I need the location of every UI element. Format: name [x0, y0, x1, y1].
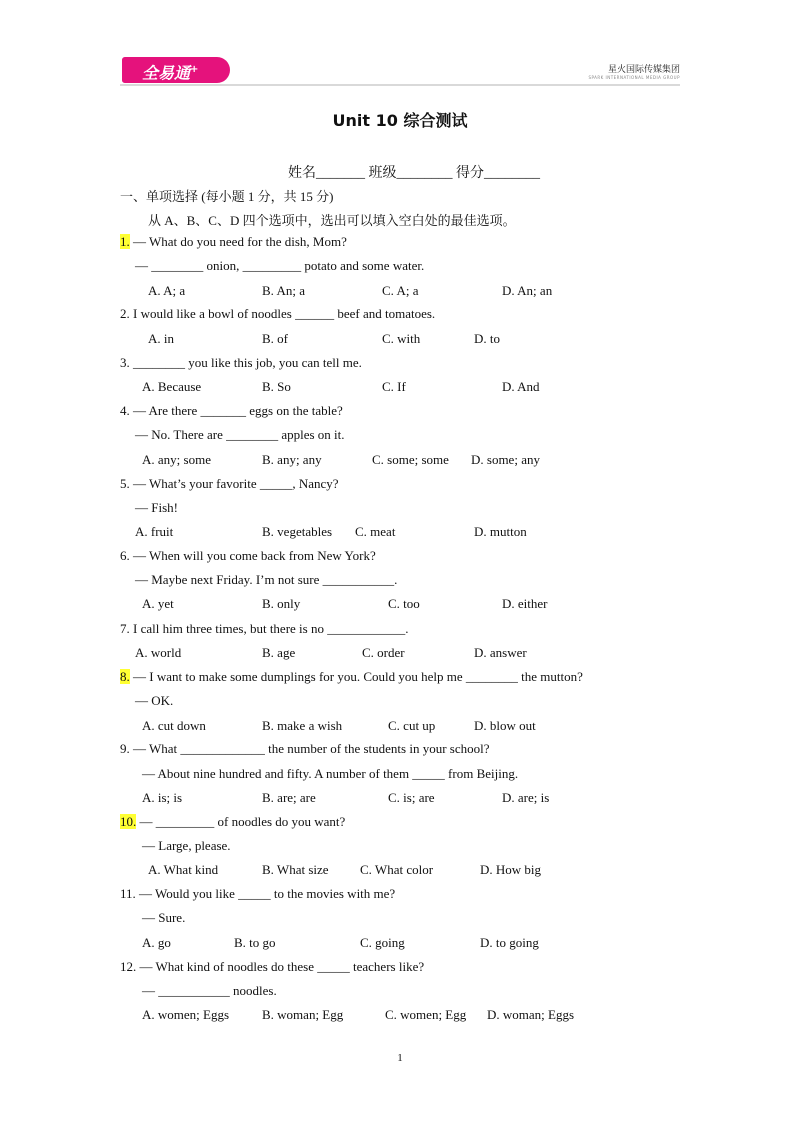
question-11: 11. — Would you like _____ to the movies with me?	[120, 886, 396, 901]
question-number: 6.	[120, 548, 130, 563]
question-8: 8. — I want to make some dumplings for you. Could you help me ________ the mutton?	[120, 669, 583, 684]
option-d: D. And	[502, 379, 540, 394]
option-c: C. is; are	[388, 790, 435, 805]
option-a: A. world	[135, 645, 182, 660]
option-b: B. An; a	[262, 283, 305, 298]
page-number: 1	[397, 1052, 403, 1064]
question-number: 2.	[120, 306, 130, 321]
option-d: D. woman; Eggs	[487, 1007, 575, 1022]
option-c: C. If	[382, 379, 406, 394]
question-6: 6. — When will you come back from New York?	[120, 548, 376, 563]
question-number: 10.	[120, 814, 137, 829]
option-c: C. A; a	[382, 283, 419, 298]
option-d: D. How big	[480, 862, 542, 877]
question-number: 1.	[120, 234, 130, 249]
option-c: C. What color	[360, 862, 434, 877]
page-title: Unit 10 综合测试	[332, 111, 468, 130]
option-d: D. mutton	[474, 524, 527, 539]
option-c: C. going	[360, 935, 405, 950]
option-a: A. cut down	[142, 718, 206, 733]
option-a: A. women; Eggs	[142, 1007, 230, 1022]
company-name: 星火国际传媒集团 SPARK INTERNATIONAL MEDIA GROUP	[588, 65, 680, 80]
option-d: D. either	[502, 596, 548, 611]
option-b: B. What size	[262, 862, 329, 877]
question-number: 12.	[120, 959, 137, 974]
option-a: A. yet	[142, 596, 174, 611]
question-10-line-2: — Large, please.	[142, 838, 231, 853]
question-1-line-2: — ________ onion, _________ potato and some water.	[135, 258, 425, 273]
option-c: C. women; Egg	[385, 1007, 467, 1022]
option-d: D. answer	[474, 645, 527, 660]
question-7: 7. I call him three times, but there is no ____________.	[120, 621, 409, 636]
option-c: C. order	[362, 645, 405, 660]
option-a: A. any; some	[142, 452, 211, 467]
question-4-line-2: — No. There are ________ apples on it.	[135, 427, 345, 442]
question-number: 3.	[120, 355, 130, 370]
option-c: C. with	[382, 331, 421, 346]
question-number: 5.	[120, 476, 130, 491]
section-instruction: 从 A、B、C、D 四个选项中，选出可以填入空白处的最佳选项。	[148, 213, 516, 228]
question-9-line-2: — About nine hundred and fifty. A number of them _____ from Beijing.	[142, 766, 519, 781]
option-b: B. woman; Egg	[262, 1007, 344, 1022]
option-a: A. Because	[142, 379, 202, 394]
question-1: 1. — What do you need for the dish, Mom?	[120, 234, 347, 249]
question-number: 7.	[120, 621, 130, 636]
option-b: B. to go	[234, 935, 276, 950]
header-divider	[120, 84, 680, 86]
question-number: 11.	[120, 886, 136, 901]
option-d: D. blow out	[474, 718, 536, 733]
option-a: A. go	[142, 935, 171, 950]
option-a: A. is; is	[142, 790, 183, 805]
option-b: B. vegetables	[262, 524, 333, 539]
section-heading: 一、单项选择 (每小题 1 分，共 15 分)	[120, 189, 334, 204]
question-6-line-2: — Maybe next Friday. I’m not sure ___________.	[135, 572, 398, 587]
brand-logo: 全易通+	[122, 57, 230, 83]
option-c: C. too	[388, 596, 420, 611]
option-d: D. are; is	[502, 790, 550, 805]
question-5: 5. — What’s your favorite _____, Nancy?	[120, 476, 339, 491]
option-d: D. An; an	[502, 283, 553, 298]
option-b: B. only	[262, 596, 301, 611]
option-a: A. in	[148, 331, 174, 346]
question-11-line-2: — Sure.	[142, 910, 186, 925]
option-d: D. to going	[480, 935, 539, 950]
question-number: 4.	[120, 403, 130, 418]
option-a: A. fruit	[135, 524, 174, 539]
option-b: B. are; are	[262, 790, 316, 805]
question-5-line-2: — Fish!	[135, 500, 178, 515]
option-c: C. some; some	[372, 452, 449, 467]
option-a: A. What kind	[148, 862, 219, 877]
option-c: C. meat	[355, 524, 396, 539]
option-b: B. make a wish	[262, 718, 343, 733]
student-info-line: 姓名_______ 班级________ 得分________	[288, 166, 540, 181]
question-2: 2. I would like a bowl of noodles ______ beef and tomatoes.	[120, 306, 436, 321]
question-4: 4. — Are there _______ eggs on the table?	[120, 403, 343, 418]
question-number: 8.	[120, 669, 130, 684]
option-b: B. any; any	[262, 452, 322, 467]
question-10: 10. — _________ of noodles do you want?	[120, 814, 346, 829]
question-8-line-2: — OK.	[135, 693, 174, 708]
option-a: A. A; a	[148, 283, 186, 298]
question-number: 9.	[120, 741, 130, 756]
option-b: B. age	[262, 645, 296, 660]
option-d: D. to	[474, 331, 500, 346]
option-d: D. some; any	[471, 452, 540, 467]
option-b: B. of	[262, 331, 288, 346]
option-b: B. So	[262, 379, 291, 394]
question-9: 9. — What _____________ the number of the students in your school?	[120, 741, 490, 756]
question-3: 3. ________ you like this job, you can tell me.	[120, 355, 362, 370]
question-12-line-2: — ___________ noodles.	[142, 983, 277, 998]
option-c: C. cut up	[388, 718, 436, 733]
question-12: 12. — What kind of noodles do these _____ teachers like?	[120, 959, 425, 974]
